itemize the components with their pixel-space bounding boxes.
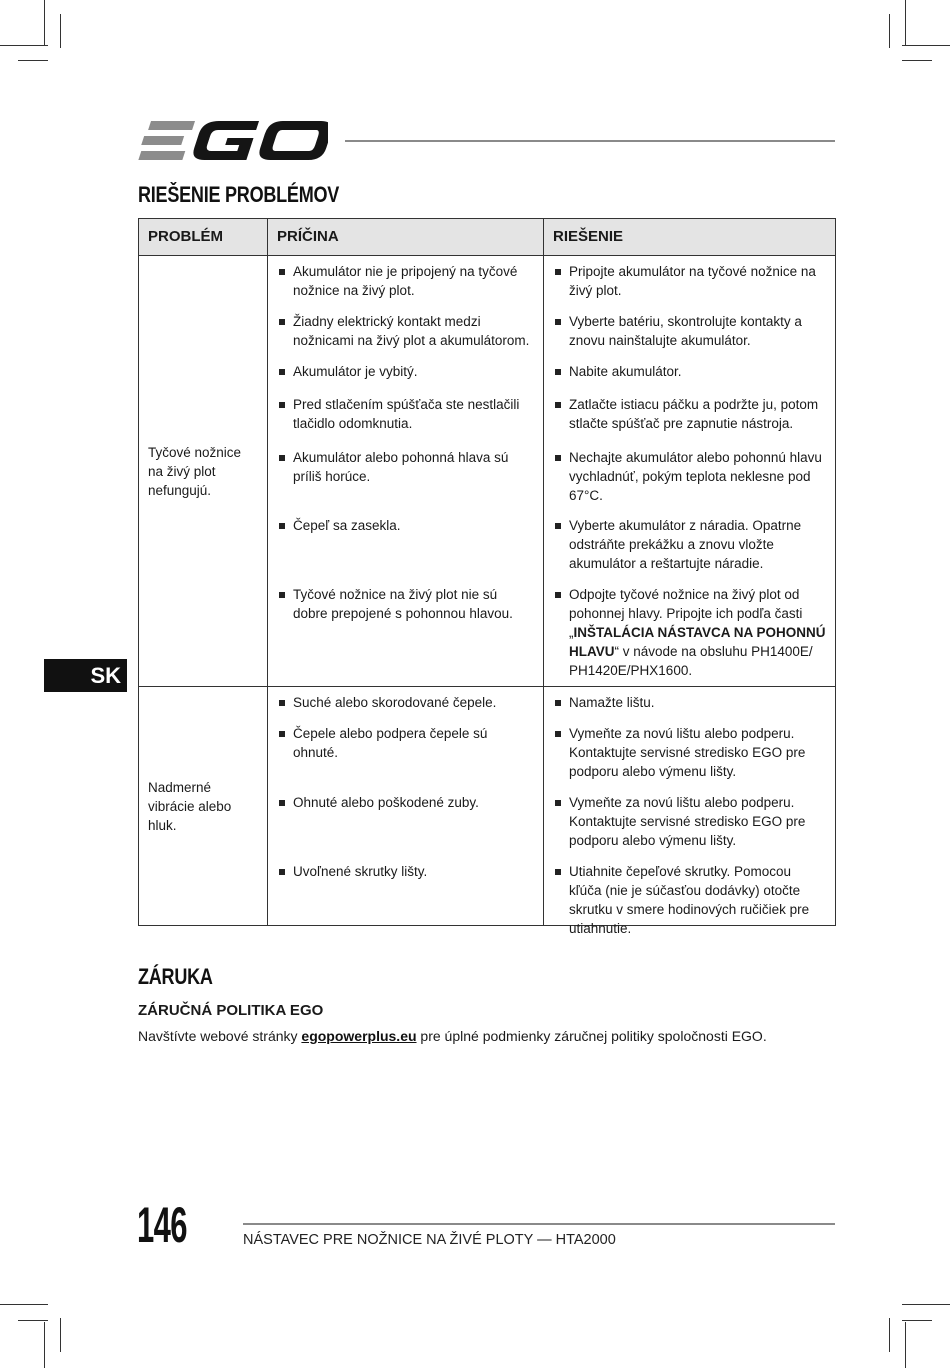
solution-item: Vymeňte za novú lištu alebo podperu. Kontaktujte servisné stredisko EGO pre podporu alebo výmenu lišty. — [553, 793, 826, 850]
cause-item: Čepeľ sa zasekla. — [277, 516, 534, 573]
problem-cell: Tyčové nožnice na živý plot nefungujú. — [139, 256, 268, 687]
cause-cell — [268, 256, 544, 687]
crop-mark — [18, 60, 48, 61]
cause-item: Ohnuté alebo poškodené zuby. — [277, 793, 534, 850]
troubleshooting-table — [138, 218, 836, 936]
warranty-text: Navštívte webové stránky — [138, 1028, 302, 1044]
section-title-warranty: ZÁRUKA — [138, 964, 213, 989]
crop-mark — [0, 45, 48, 46]
solution-item: Vymeňte za novú lištu alebo podperu. Kontaktujte servisné stredisko EGO pre podporu alebo výmenu lišty. — [553, 724, 826, 781]
solution-item: Utiahnite čepeľové skrutky. Pomocou kľúča (nie je súčasťou dodávky) otočte skrutku v smere hodinových ručičiek pre utiahnutie. — [553, 862, 826, 919]
solution-text: “ v návode na obsluhu PH1400E/ PH1420E/PHX1600. — [569, 644, 813, 678]
section-title-troubleshooting: RIEŠENIE PROBLÉMOV — [138, 182, 340, 207]
cause-item: Žiadny elektrický kontakt medzi nožnicami na živý plot a akumulátorom. — [277, 312, 534, 350]
solution-text: Odpojte tyčové nožnice na živý plot od pohonnej hlavy. Pripojte ich podľa časti „ — [569, 587, 803, 640]
cause-cell — [268, 687, 544, 926]
header-cause: PRÍČINA — [268, 219, 544, 256]
language-tab: SK — [44, 659, 127, 692]
solution-item: Nabite akumulátor. — [553, 362, 826, 381]
cause-item: Suché alebo skorodované čepele. — [277, 693, 534, 712]
warranty-subtitle: ZÁRUČNÁ POLITIKA EGO — [138, 1002, 324, 1019]
page-number: 146 — [137, 1197, 187, 1253]
footer-rule — [243, 1223, 835, 1225]
cause-item: Pred stlačením spúšťača ste nestlačili tlačidlo odomknutia. — [277, 395, 534, 433]
cause-item: Akumulátor alebo pohonná hlava sú príliš horúce. — [277, 448, 534, 505]
solution-section-reference: INŠTALÁCIA NÁSTAVCA NA POHONNÚ HLAVU — [569, 625, 826, 659]
crop-mark — [0, 1304, 48, 1305]
crop-mark — [44, 0, 45, 46]
solution-item: Vyberte batériu, skontrolujte kontakty a znovu nainštalujte akumulátor. — [553, 312, 826, 350]
header-solution: RIEŠENIE — [544, 219, 836, 256]
solution-item: Nechajte akumulátor alebo pohonnú hlavu vychladnúť, pokým teplota neklesne pod 67°C. — [553, 448, 826, 505]
ego-logo — [138, 118, 328, 164]
crop-mark — [902, 1320, 932, 1321]
warranty-paragraph — [138, 1028, 767, 1044]
cause-item: Akumulátor nie je pripojený na tyčové nožnice na živý plot. — [277, 262, 534, 300]
table-row — [139, 256, 836, 687]
crop-mark — [902, 60, 932, 61]
table-header-row — [139, 219, 836, 256]
footer-doc-title: NÁSTAVEC PRE NOŽNICE NA ŽIVÉ PLOTY — HTA2000 — [243, 1232, 616, 1248]
solution-item: Pripojte akumulátor na tyčové nožnice na živý plot. — [553, 262, 826, 300]
cause-item: Tyčové nožnice na živý plot nie sú dobre prepojené s pohonnou hlavou. — [277, 585, 534, 661]
crop-mark — [902, 45, 950, 46]
crop-mark — [889, 14, 890, 48]
cause-item: Uvoľnené skrutky lišty. — [277, 862, 534, 919]
solution-cell — [544, 687, 836, 936]
crop-mark — [60, 14, 61, 48]
solution-item: Zatlačte istiacu páčku a podržte ju, potom stlačte spúšťač pre zapnutie nástroja. — [553, 395, 826, 433]
header-rule — [345, 140, 835, 142]
solution-cell — [544, 256, 836, 687]
crop-mark — [902, 1304, 950, 1305]
header-problem: PROBLÉM — [139, 219, 268, 256]
warranty-link[interactable]: egopowerplus.eu — [301, 1028, 417, 1044]
warranty-text: pre úplné podmienky záručnej politiky spoločnosti EGO. — [416, 1028, 767, 1044]
solution-item: Namažte lištu. — [553, 693, 826, 712]
crop-mark — [905, 1322, 906, 1368]
solution-item — [553, 585, 826, 680]
crop-mark — [60, 1318, 61, 1352]
problem-cell: Nadmerné vibrácie alebo hluk. — [139, 687, 268, 926]
solution-item: Vyberte akumulátor z náradia. Opatrne odstráňte prekážku a znovu vložte akumulátor a reštartujte náradie. — [553, 516, 826, 573]
cause-item: Čepele alebo podpera čepele sú ohnuté. — [277, 724, 534, 781]
crop-mark — [905, 0, 906, 46]
table-row — [139, 687, 836, 926]
crop-mark — [889, 1318, 890, 1352]
crop-mark — [44, 1322, 45, 1368]
crop-mark — [18, 1320, 48, 1321]
cause-item: Akumulátor je vybitý. — [277, 362, 534, 381]
